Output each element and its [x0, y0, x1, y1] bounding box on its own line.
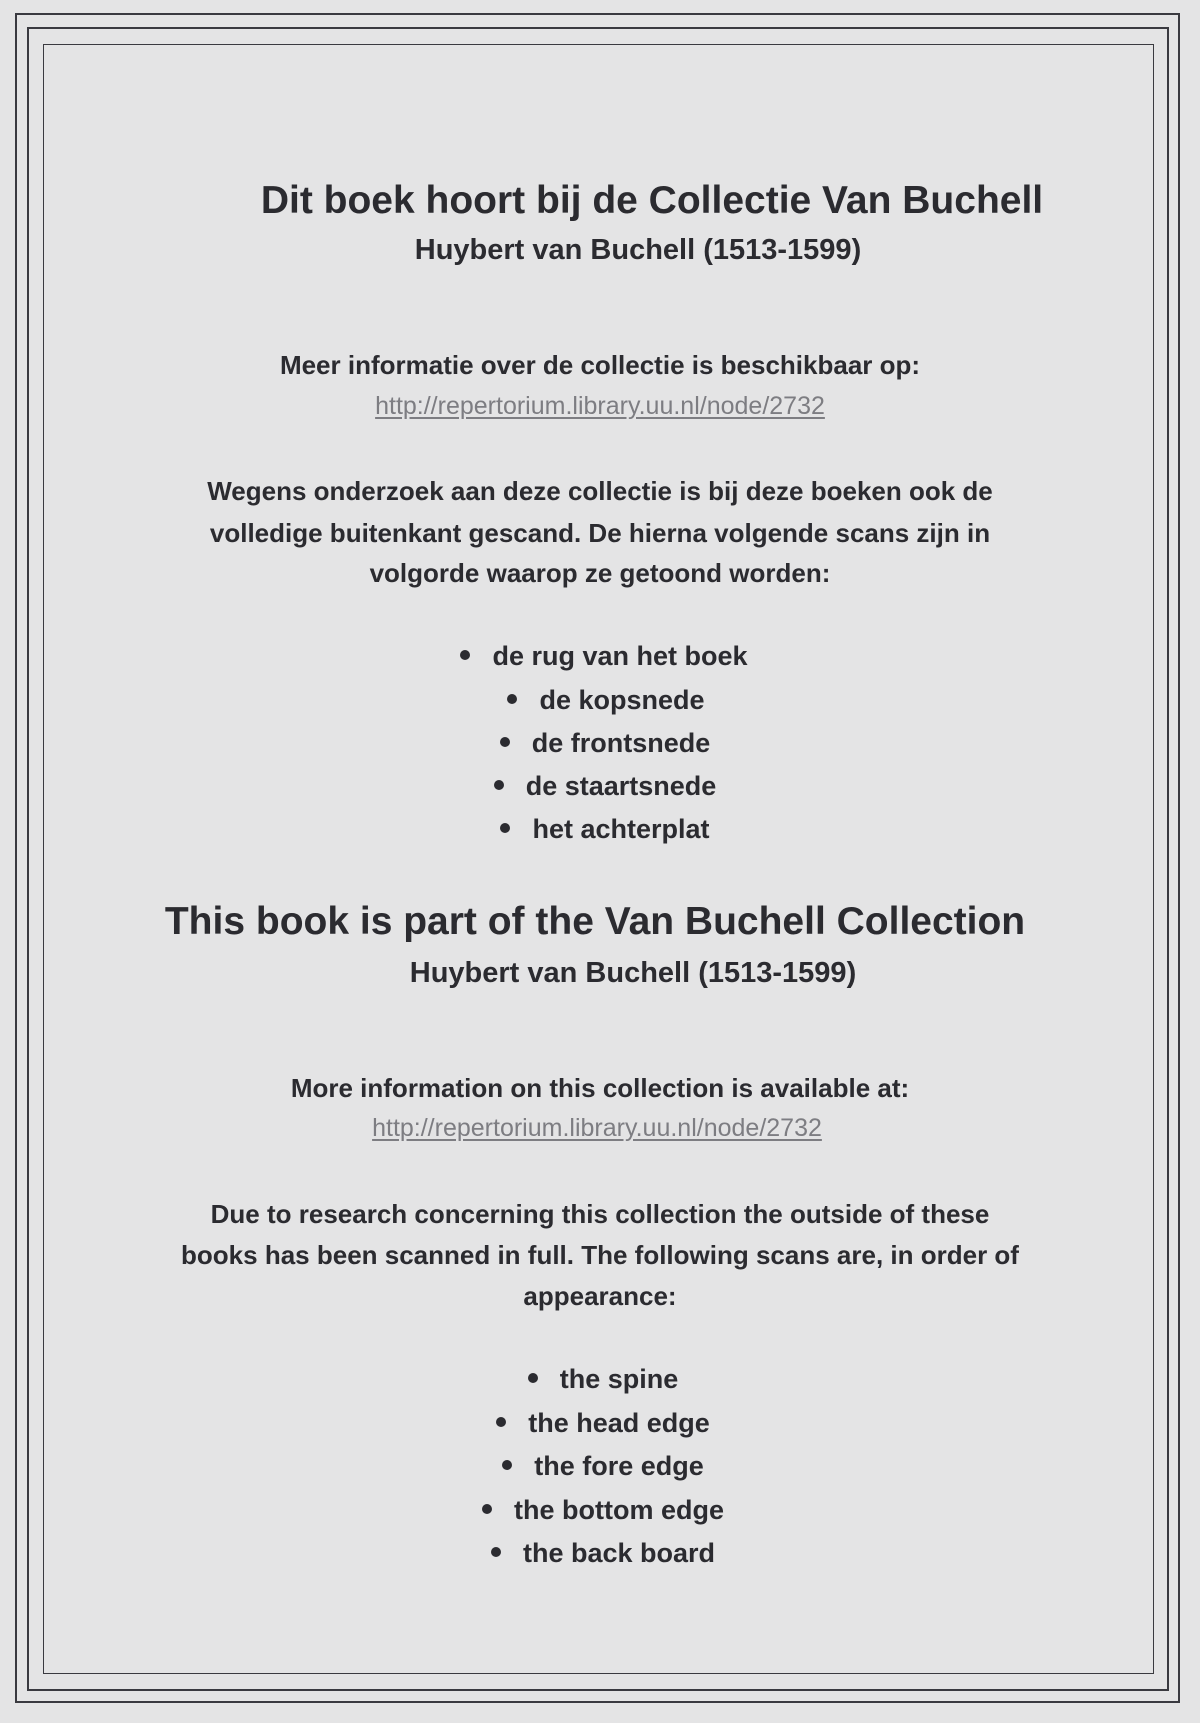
dutch-list-item: het achterplat	[5, 814, 1200, 845]
dutch-list-item: de rug van het boek	[4, 641, 1200, 672]
bullet-icon	[500, 823, 510, 833]
bullet-icon	[528, 1373, 538, 1383]
dutch-collection-link[interactable]: http://repertorium.library.uu.nl/node/2732	[375, 392, 825, 420]
english-list-item: the back board	[3, 1538, 1200, 1569]
english-title: This book is part of the Van Buchell Collection	[164, 900, 1026, 943]
dutch-list-item: de frontsnede	[5, 728, 1200, 759]
dutch-info-label: Meer informatie over de collectie is beschikbaar op:	[279, 350, 921, 380]
dutch-list-item: de staartsnede	[5, 771, 1200, 802]
bullet-icon	[500, 737, 510, 747]
english-paragraph-line-3: appearance:	[523, 1281, 677, 1311]
bullet-icon	[507, 694, 517, 704]
bullet-icon	[496, 1417, 506, 1427]
english-collection-link[interactable]: http://repertorium.library.uu.nl/node/2732	[372, 1114, 822, 1142]
english-info-label: More information on this collection is available at:	[290, 1073, 910, 1103]
english-list-item: the spine	[3, 1364, 1200, 1395]
english-list-item: the bottom edge	[3, 1495, 1200, 1526]
bullet-icon	[482, 1504, 492, 1514]
english-paragraph-line-2: books has been scanned in full. The following scans are, in order of	[181, 1240, 1019, 1270]
bullet-icon	[460, 650, 470, 660]
dutch-link-row	[0, 392, 1200, 421]
bullet-icon	[494, 780, 504, 790]
bullet-icon	[502, 1460, 512, 1470]
dutch-title: Dit boek hoort bij de Collectie Van Buchell	[260, 179, 1044, 222]
dutch-list-item: de kopsnede	[6, 685, 1200, 716]
english-subtitle: Huybert van Buchell (1513-1599)	[409, 957, 857, 989]
english-link-row	[0, 1114, 1197, 1143]
english-list-item: the fore edge	[3, 1451, 1200, 1482]
english-list-item: the head edge	[3, 1408, 1200, 1439]
dutch-paragraph-line-2: volledige buitenkant gescand. De hierna volgende scans zijn in	[209, 518, 991, 548]
bullet-icon	[491, 1547, 501, 1557]
english-paragraph-line-1: Due to research concerning this collection the outside of these	[210, 1199, 990, 1229]
dutch-paragraph-line-1: Wegens onderzoek aan deze collectie is bij deze boeken ook de	[207, 476, 993, 506]
dutch-subtitle: Huybert van Buchell (1513-1599)	[414, 234, 862, 266]
dutch-paragraph-line-3: volgorde waarop ze getoond worden:	[369, 558, 831, 588]
